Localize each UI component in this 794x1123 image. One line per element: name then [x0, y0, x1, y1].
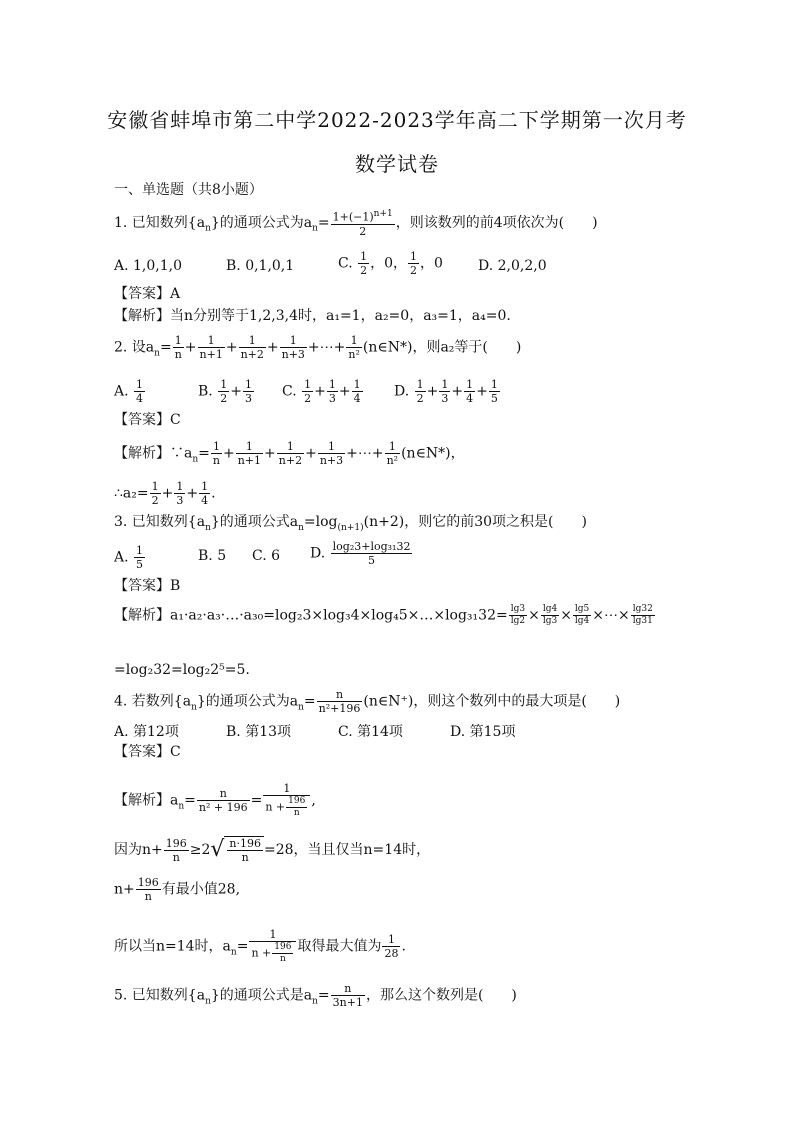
q2-answer: 【答案】C [114, 412, 181, 428]
q1-option-d: D. 2,0,2,0 [478, 258, 547, 274]
q1-analysis: 【解析】当n分别等于1,2,3,4时，a₁=1，a₂=0，a₃=1，a₄=0. [114, 308, 511, 324]
q4-answer: 【答案】C [114, 744, 181, 760]
q4-analysis: 【解析】$a_n=$ $\frac{n}{\text{n² + 196}}$ = 1 n + $\frac{196}{n}$ , [114, 782, 316, 818]
q2-option-c: C. $\frac{1}{2}$ + $\frac{1}{3}$ + $\frac{1}{4}$ [282, 378, 361, 405]
question-5-stem: 5. 已知数列$\{a_n\}$的通项公式是$a_n=$ $\frac{n}{3n+1}$ ，那么这个数列是( ) [114, 982, 517, 1009]
q2-option-b: B. $\frac{1}{2}$ + $\frac{1}{3}$ [198, 378, 252, 405]
q3-option-c: C. 6 [252, 548, 281, 564]
q2-option-a: A. $\frac{1}{4}$ [114, 378, 144, 405]
q3-option-b: B. 5 [198, 548, 227, 564]
q3-option-d: D. $\frac{\text{log₂3+log₃₁32}}{5}$ [310, 540, 411, 567]
section-heading: 一、单选题（共8小题） [114, 182, 263, 198]
q4-analysis-line2: 因为n+ $\frac{196}{n}$ ≥2√ $\frac{n\cdot 196}{n}$ =28，当且仅当n=14时， [114, 836, 431, 864]
question-3-stem: 3. 已知数列$\{a_n\}$的通项公式$a_n=\log_{(n+1)}(n+2)$，则它的前30项之积是( ) [114, 514, 587, 533]
q1-fraction: $\frac{1+(-1)^{n+1}}{2}$ [332, 209, 393, 238]
question-1-stem: 1. 已知数列$\{a_n\}$的通项公式为$a_n=$ $\frac{1+(-1)^{n+1}}{2}$ ，则该数列的前4项依次为( ) [114, 209, 598, 238]
q4-option-a: A. 第12项 [114, 724, 179, 740]
question-2-stem: 2. 设$a_n=$ $\frac{1}{n}$ + $\frac{1}{n+1}$ + $\frac{1}{n+2}$ + $\frac{1}{n+3}$ +⋯+ $\frac{1}{\text{n²}}$ (n∈N*)，则a₂等于( ) [114, 334, 522, 361]
question-4-stem: 4. 若数列$\{a_n\}$的通项公式为$a_n=$ $\frac{n}{\text{n²+196}}$ (n∈N⁺)，则这个数列中的最大项是( ) [114, 688, 621, 715]
q1-option-b: B. 0,1,0,1 [226, 258, 295, 274]
q3-option-a: A. $\frac{1}{5}$ [114, 544, 144, 571]
q2-conclusion: ∴a₂= $\frac{1}{2}$ + $\frac{1}{3}$ + $\frac{1}{4}$ . [114, 480, 216, 507]
q1-option-a: A. 1,0,1,0 [114, 258, 182, 274]
q4-option-b: B. 第13项 [226, 724, 292, 740]
q1-option-c: C. $\frac{1}{2}$ ，0， $\frac{1}{2}$ ，0 [338, 250, 443, 277]
q2-analysis: 【解析】$\because a_n=$ $\frac{1}{n}$ + $\frac{1}{n+1}$ + $\frac{1}{n+2}$ + $\frac{1}{n+3}$ +⋯+ $\frac{1}{\text{n²}}$ (n∈N*)， [114, 440, 465, 467]
q4-analysis-line3: n+ $\frac{196}{n}$ 有最小值28, [114, 876, 241, 903]
q3-analysis-result: =log₂32=log₂2⁵=5. [114, 662, 250, 678]
q4-analysis-line4: 所以当n=14时，$a_n=$ 1 n + $\frac{196}{n}$ 取得最大值为 $\frac{1}{28}$ . [114, 928, 406, 964]
q4-option-d: D. 第15项 [450, 724, 516, 740]
q3-analysis: 【解析】a₁·a₂·a₃·…·a₃₀=log₂3×log₃4×log₄5×…×log₃₁32= $\frac{\lg 3}{\lg 2}$ × $\frac{\lg 4}{\lg 3}$ × $\frac{\lg 5}{\lg 4}$ ×⋯× $\frac{\lg 32}{\lg 31}$ [114, 604, 653, 626]
q1-answer: 【答案】A [114, 286, 181, 302]
q2-option-d: D. $\frac{1}{2}$ + $\frac{1}{3}$ + $\frac{1}{4}$ + $\frac{1}{5}$ [394, 378, 498, 405]
exam-title: 安徽省蚌埠市第二中学2022-2023学年高二下学期第一次月考 [107, 108, 687, 132]
q3-answer: 【答案】B [114, 578, 181, 594]
exam-subtitle: 数学试卷 [355, 152, 439, 176]
q4-option-c: C. 第14项 [338, 724, 403, 740]
